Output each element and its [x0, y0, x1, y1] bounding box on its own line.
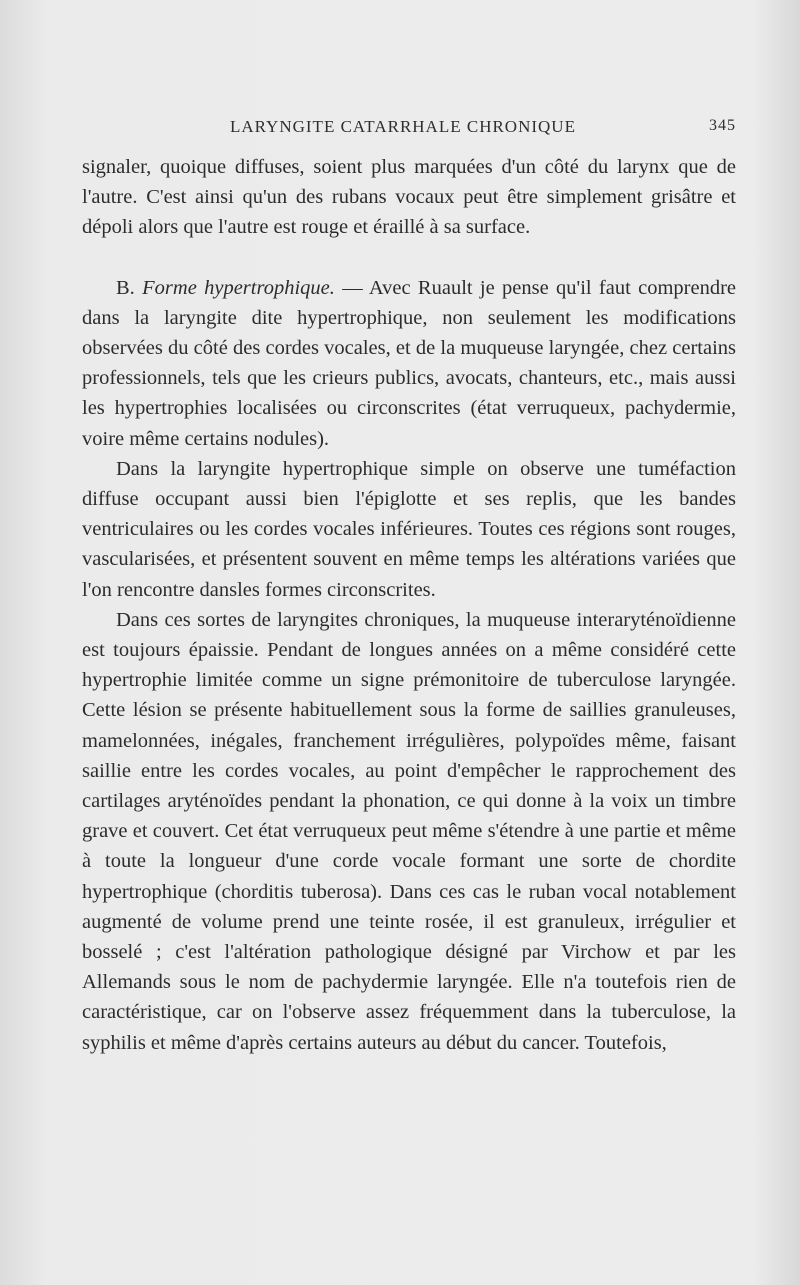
- page-header: [82, 117, 736, 143]
- paragraph-interarytenoid: Dans ces sortes de laryngites chroniques, la muqueuse interaryténoïdienne est toujours épaissie. Pendant de longues années on a même considéré cette hypertrophie limitée comme un signe prémonitoire de tuberculose laryngée. Cette lésion se présente habituellement sous la forme de saillies granuleuses, mamelonnées, inégales, franchement irrégulières, polypoïdes même, faisant saillie entre les cordes vocales, au point d'empêcher le rapprochement des cartilages aryténoïdes pendant la phonation, ce qui donne à la voix un timbre grave et couvert. Cet état verruqueux peut même s'étendre à une partie et même à toute la longueur d'une corde vocale formant une sorte de chordite hypertrophique (chorditis tuberosa). Dans ces cas le ruban vocal notablement augmenté de volume prend une teinte rosée, il est granuleux, irrégulier et bosselé ; c'est l'altération pathologique désigné par Virchow et par les Allemands sous le nom de pachydermie laryngée. Elle n'a toutefois rien de caractéristique, car on l'observe assez fréquemment dans la tuberculose, la syphilis et même d'après certains auteurs au début du cancer. Toutefois,: [82, 608, 736, 1054]
- paragraph-continuation: signaler, quoique diffuses, soient plus marquées d'un côté du larynx que de l'autre. C'est ainsi qu'un des rubans vocaux peut être simplement grisâtre et dépoli alors que l'autre est rouge et éraillé à sa surface.: [82, 156, 736, 239]
- paragraph-spacer: [82, 243, 736, 273]
- body-text: [82, 152, 736, 1058]
- page-number: 345: [709, 117, 736, 134]
- section-b-text: — Avec Ruault je pense qu'il faut comprendre dans la laryngite dite hypertrophique, non seulement les modifications observées du côté des cordes vocales, et de la muqueuse laryngée, chez certains professionnels, tels que les crieurs publics, avocats, chanteurs, etc., mais aussi les hypertrophies localisées ou circonscrites (état verruqueux, pachydermie, voire même certains nodules).: [82, 276, 736, 450]
- section-letter: B.: [116, 276, 135, 299]
- running-title: LARYNGITE CATARRHALE CHRONIQUE: [230, 117, 576, 136]
- paragraph-simple-hypertrophy: Dans la laryngite hypertrophique simple on observe une tuméfaction diffuse occupant aussi bien l'épiglotte et ses replis, que les bandes ventriculaires ou les cordes vocales inférieures. Toutes ces régions sont rouges, vascularisées, et présentent souvent en même temps les altérations variées que l'on rencontre dansles formes circonscrites.: [82, 457, 736, 601]
- section-title: Forme hypertrophique.: [142, 276, 335, 299]
- paragraph-section-b: [82, 273, 736, 454]
